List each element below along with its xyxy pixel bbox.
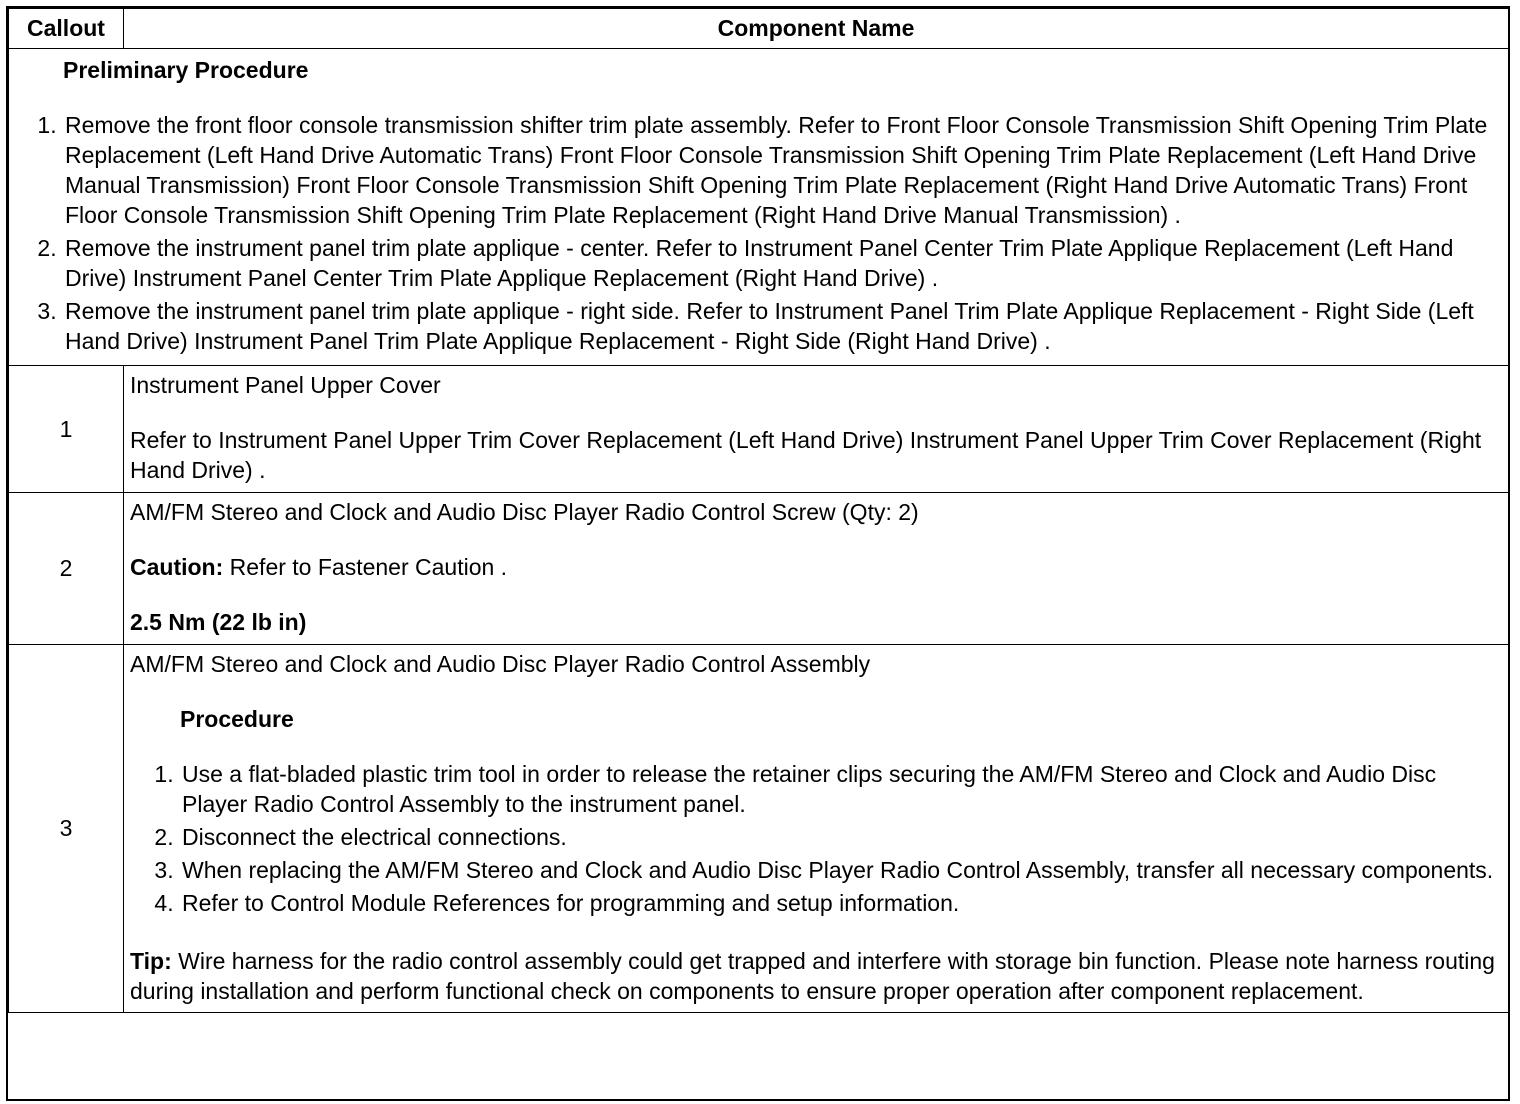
component-cell [124,645,1509,1013]
table-row [9,645,1509,1013]
component-name: AM/FM Stereo and Clock and Audio Disc Player Radio Control Assembly [130,651,871,677]
component-cell [124,366,1509,493]
callout-number: 3 [9,645,124,1013]
procedure-step: 3. When replacing the AM/FM Stereo and Clock and Audio Disc Player Radio Control Assembly, transfer all necessary components. [180,855,1502,885]
component-table-frame [6,6,1510,1101]
component-cell [124,493,1509,645]
callout-header: Callout [9,9,124,49]
table-row [9,493,1509,645]
preliminary-title: Preliminary Procedure [63,57,309,83]
callout-number: 1 [9,366,124,493]
procedure-step: 4. Refer to Control Module References for programming and setup information. [180,888,1502,918]
caution-text: Refer to Fastener Caution . [223,554,508,580]
procedure-title: Procedure [180,706,294,732]
tip-text: Wire harness for the radio control assembly could get trapped and interfere with storage bin function. Please note harness routing during installation and perform functional check on components to ensure proper operation after component replacement. [130,948,1495,1004]
preliminary-row [9,49,1509,366]
table-row [9,366,1509,493]
torque-spec: 2.5 Nm (22 lb in) [130,609,307,635]
component-name-header: Component Name [124,9,1509,49]
component-name: AM/FM Stereo and Clock and Audio Disc Player Radio Control Screw (Qty: 2) [130,499,919,525]
table-header-row [9,9,1509,49]
caution-label: Caution: [130,554,224,580]
preliminary-cell [9,49,1509,366]
preliminary-steps [25,110,1498,356]
preliminary-step: 2. Remove the instrument panel trim plate applique - center. Refer to Instrument Panel Center Trim Plate Applique Replacement (Left Hand Drive) Instrument Panel Center Trim Plate Applique Replacement (Right Hand Drive) . [63,233,1498,293]
procedure-steps [130,759,1502,918]
tip-label: Tip: [130,948,172,974]
preliminary-step: 1. Remove the front floor console transmission shifter trim plate assembly. Refer to Front Floor Console Transmission Shift Opening Trim Plate Replacement (Left Hand Drive Automatic Trans) Front Floor Console Transmission Shift Opening Trim Plate Replacement (Left Hand Drive Manual Transmission) Front Floor Console Transmission Shift Opening Trim Plate Replacement (Right Hand Drive Automatic Trans) Front Floor Console Transmission Shift Opening Trim Plate Replacement (Right Hand Drive Manual Transmission) . [63,110,1498,230]
tip-note [130,946,1502,1006]
caution-note [130,552,1502,582]
component-table [8,8,1509,1013]
procedure-step: 1. Use a flat-bladed plastic trim tool in order to release the retainer clips securing the AM/FM Stereo and Clock and Audio Disc Player Radio Control Assembly to the instrument panel. [180,759,1502,819]
callout-number: 2 [9,493,124,645]
component-name: Instrument Panel Upper Cover [130,372,441,398]
procedure-step: 2. Disconnect the electrical connections. [180,822,1502,852]
preliminary-step: 3. Remove the instrument panel trim plate applique - right side. Refer to Instrument Panel Trim Plate Applique Replacement - Right Side (Left Hand Drive) Instrument Panel Trim Plate Applique Replacement - Right Side (Right Hand Drive) . [63,296,1498,356]
component-note: Refer to Instrument Panel Upper Trim Cover Replacement (Left Hand Drive) Instrument Panel Upper Trim Cover Replacement (Right Hand Drive) . [130,427,1482,483]
